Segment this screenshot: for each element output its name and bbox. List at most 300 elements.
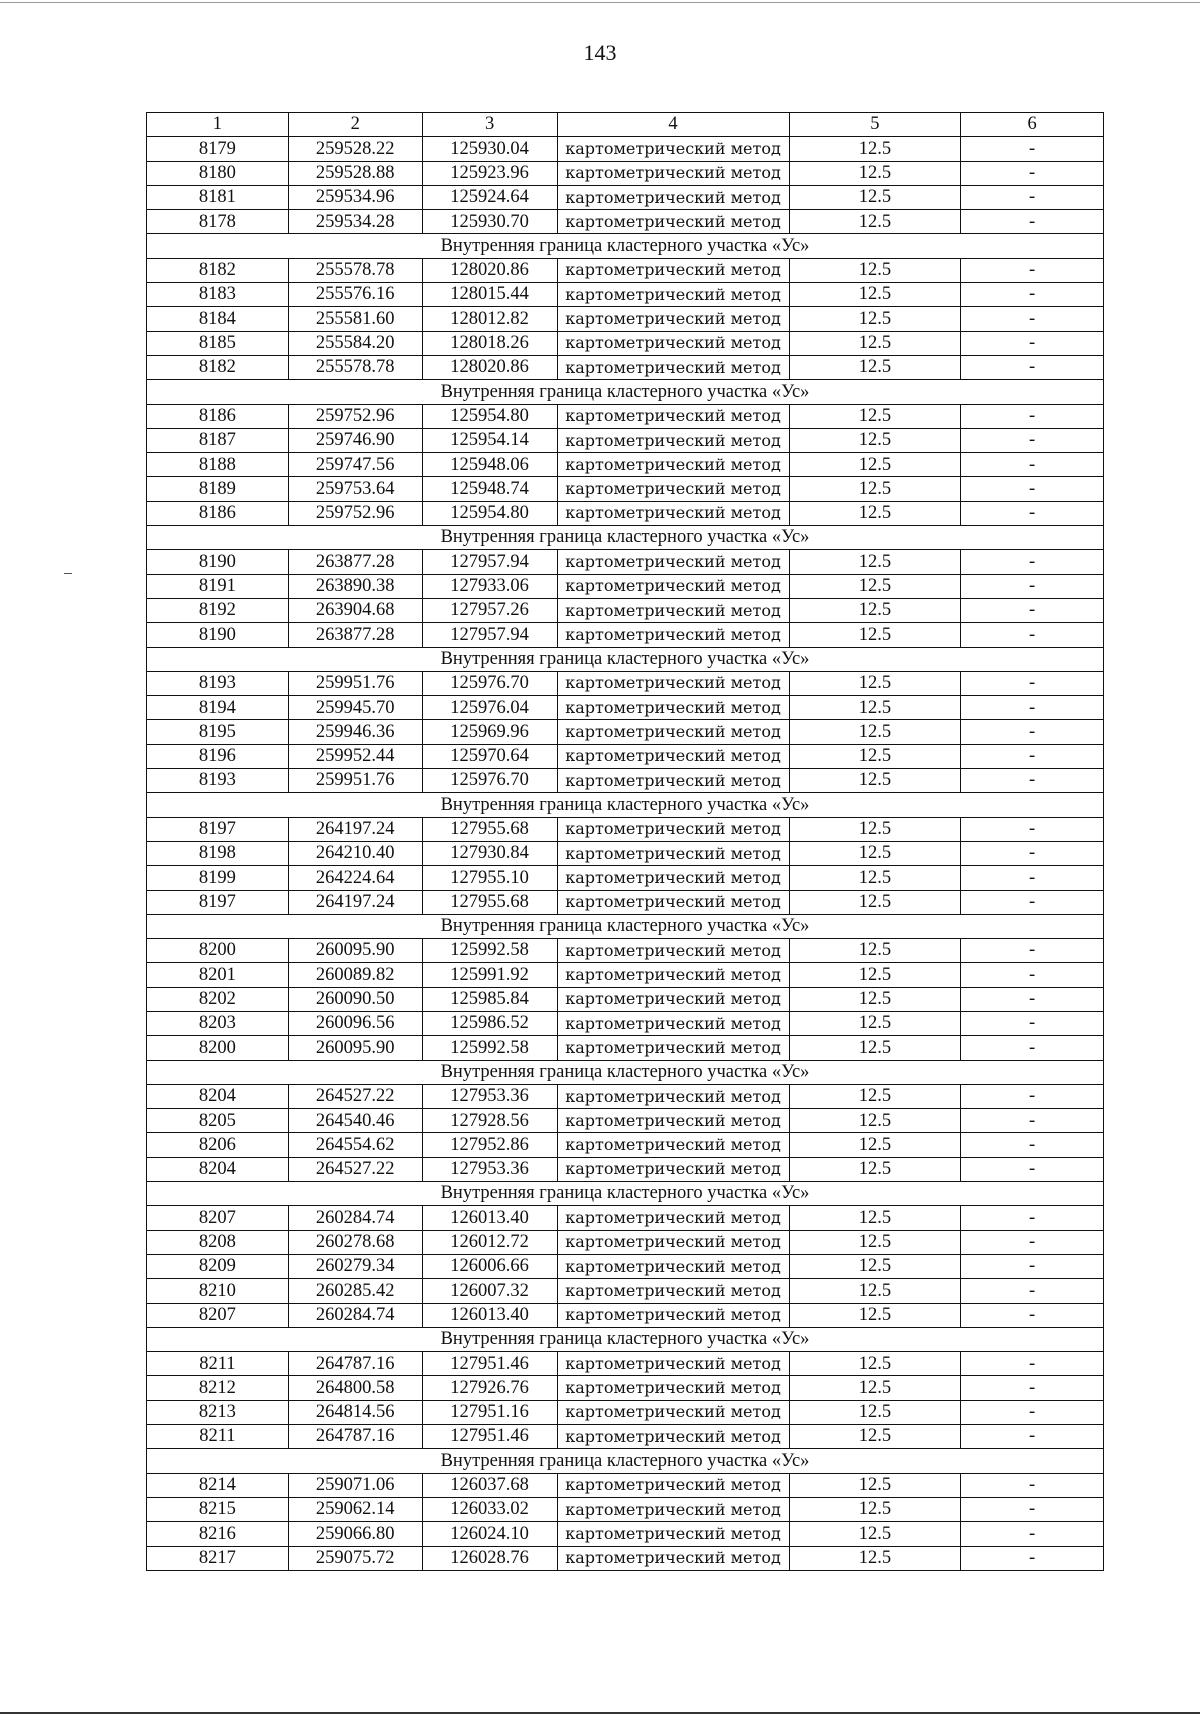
point-number-cell: 8205 bbox=[147, 1109, 289, 1133]
accuracy-cell: 12.5 bbox=[789, 1133, 961, 1157]
method-cell: картометрический метод bbox=[557, 1036, 789, 1060]
method-cell: картометрический метод bbox=[557, 1425, 789, 1449]
accuracy-cell: 12.5 bbox=[789, 1109, 961, 1133]
note-cell: - bbox=[961, 185, 1104, 209]
accuracy-cell: 12.5 bbox=[789, 987, 961, 1011]
y-coordinate-cell: 127957.94 bbox=[422, 623, 557, 647]
y-coordinate-cell: 128012.82 bbox=[422, 307, 557, 331]
table-row bbox=[147, 1109, 1104, 1133]
point-number-cell: 8190 bbox=[147, 623, 289, 647]
accuracy-cell: 12.5 bbox=[789, 355, 961, 379]
section-row bbox=[147, 1327, 1104, 1351]
note-cell: - bbox=[961, 987, 1104, 1011]
method-cell: картометрический метод bbox=[557, 404, 789, 428]
x-coordinate-cell: 264527.22 bbox=[288, 1084, 422, 1108]
note-cell: - bbox=[961, 769, 1104, 793]
note-cell: - bbox=[961, 817, 1104, 841]
table-row bbox=[147, 720, 1104, 744]
table-body bbox=[147, 137, 1104, 1571]
table-row bbox=[147, 623, 1104, 647]
y-coordinate-cell: 128020.86 bbox=[422, 258, 557, 282]
method-cell: картометрический метод bbox=[557, 598, 789, 622]
point-number-cell: 8193 bbox=[147, 671, 289, 695]
y-coordinate-cell: 125969.96 bbox=[422, 720, 557, 744]
note-cell: - bbox=[961, 1254, 1104, 1278]
method-cell: картометрический метод bbox=[557, 1546, 789, 1570]
y-coordinate-cell: 127933.06 bbox=[422, 574, 557, 598]
point-number-cell: 8184 bbox=[147, 307, 289, 331]
y-coordinate-cell: 125948.06 bbox=[422, 453, 557, 477]
accuracy-cell: 12.5 bbox=[789, 1546, 961, 1570]
accuracy-cell: 12.5 bbox=[789, 185, 961, 209]
header-cell-col3: 3 bbox=[422, 113, 557, 137]
accuracy-cell: 12.5 bbox=[789, 720, 961, 744]
accuracy-cell: 12.5 bbox=[789, 1352, 961, 1376]
section-label: Внутренняя граница кластерного участка «Ус» bbox=[147, 1060, 1104, 1084]
table-row bbox=[147, 1400, 1104, 1424]
x-coordinate-cell: 264814.56 bbox=[288, 1400, 422, 1424]
point-number-cell: 8208 bbox=[147, 1230, 289, 1254]
table-row bbox=[147, 1133, 1104, 1157]
accuracy-cell: 12.5 bbox=[789, 1303, 961, 1327]
table-row bbox=[147, 550, 1104, 574]
x-coordinate-cell: 260279.34 bbox=[288, 1254, 422, 1278]
note-cell: - bbox=[961, 550, 1104, 574]
accuracy-cell: 12.5 bbox=[789, 283, 961, 307]
accuracy-cell: 12.5 bbox=[789, 501, 961, 525]
note-cell: - bbox=[961, 428, 1104, 452]
method-cell: картометрический метод bbox=[557, 696, 789, 720]
y-coordinate-cell: 125992.58 bbox=[422, 1036, 557, 1060]
method-cell: картометрический метод bbox=[557, 1084, 789, 1108]
accuracy-cell: 12.5 bbox=[789, 1497, 961, 1521]
y-coordinate-cell: 126033.02 bbox=[422, 1497, 557, 1521]
section-label: Внутренняя граница кластерного участка «Ус» bbox=[147, 1449, 1104, 1473]
method-cell: картометрический метод bbox=[557, 355, 789, 379]
point-number-cell: 8186 bbox=[147, 404, 289, 428]
section-label: Внутренняя граница кластерного участка «Ус» bbox=[147, 234, 1104, 258]
y-coordinate-cell: 127930.84 bbox=[422, 841, 557, 865]
table-row bbox=[147, 1084, 1104, 1108]
table-row bbox=[147, 987, 1104, 1011]
y-coordinate-cell: 127957.26 bbox=[422, 598, 557, 622]
y-coordinate-cell: 127955.10 bbox=[422, 866, 557, 890]
note-cell: - bbox=[961, 1376, 1104, 1400]
x-coordinate-cell: 259066.80 bbox=[288, 1522, 422, 1546]
table-row bbox=[147, 331, 1104, 355]
y-coordinate-cell: 126037.68 bbox=[422, 1473, 557, 1497]
section-label: Внутренняя граница кластерного участка «Ус» bbox=[147, 647, 1104, 671]
x-coordinate-cell: 259075.72 bbox=[288, 1546, 422, 1570]
y-coordinate-cell: 126007.32 bbox=[422, 1279, 557, 1303]
point-number-cell: 8214 bbox=[147, 1473, 289, 1497]
table-row bbox=[147, 890, 1104, 914]
note-cell: - bbox=[961, 1279, 1104, 1303]
y-coordinate-cell: 125991.92 bbox=[422, 963, 557, 987]
method-cell: картометрический метод bbox=[557, 1522, 789, 1546]
method-cell: картометрический метод bbox=[557, 453, 789, 477]
note-cell: - bbox=[961, 1352, 1104, 1376]
method-cell: картометрический метод bbox=[557, 137, 789, 161]
point-number-cell: 8186 bbox=[147, 501, 289, 525]
y-coordinate-cell: 127957.94 bbox=[422, 550, 557, 574]
y-coordinate-cell: 128020.86 bbox=[422, 355, 557, 379]
table-row bbox=[147, 1279, 1104, 1303]
note-cell: - bbox=[961, 355, 1104, 379]
note-cell: - bbox=[961, 744, 1104, 768]
page-number: 143 bbox=[583, 40, 617, 65]
method-cell: картометрический метод bbox=[557, 258, 789, 282]
point-number-cell: 8204 bbox=[147, 1084, 289, 1108]
y-coordinate-cell: 125976.70 bbox=[422, 671, 557, 695]
x-coordinate-cell: 263877.28 bbox=[288, 623, 422, 647]
method-cell: картометрический метод bbox=[557, 1157, 789, 1181]
table-row bbox=[147, 1473, 1104, 1497]
method-cell: картометрический метод bbox=[557, 161, 789, 185]
accuracy-cell: 12.5 bbox=[789, 769, 961, 793]
x-coordinate-cell: 259752.96 bbox=[288, 501, 422, 525]
y-coordinate-cell: 125948.74 bbox=[422, 477, 557, 501]
note-cell: - bbox=[961, 258, 1104, 282]
header-cell-col4: 4 bbox=[557, 113, 789, 137]
y-coordinate-cell: 127928.56 bbox=[422, 1109, 557, 1133]
point-number-cell: 8217 bbox=[147, 1546, 289, 1570]
accuracy-cell: 12.5 bbox=[789, 1279, 961, 1303]
section-label: Внутренняя граница кластерного участка «Ус» bbox=[147, 1327, 1104, 1351]
x-coordinate-cell: 260090.50 bbox=[288, 987, 422, 1011]
table-row bbox=[147, 744, 1104, 768]
section-row bbox=[147, 1060, 1104, 1084]
accuracy-cell: 12.5 bbox=[789, 890, 961, 914]
note-cell: - bbox=[961, 1133, 1104, 1157]
method-cell: картометрический метод bbox=[557, 283, 789, 307]
accuracy-cell: 12.5 bbox=[789, 210, 961, 234]
point-number-cell: 8207 bbox=[147, 1303, 289, 1327]
x-coordinate-cell: 259528.22 bbox=[288, 137, 422, 161]
point-number-cell: 8207 bbox=[147, 1206, 289, 1230]
y-coordinate-cell: 127953.36 bbox=[422, 1157, 557, 1181]
x-coordinate-cell: 259951.76 bbox=[288, 769, 422, 793]
section-row bbox=[147, 647, 1104, 671]
accuracy-cell: 12.5 bbox=[789, 550, 961, 574]
method-cell: картометрический метод bbox=[557, 890, 789, 914]
x-coordinate-cell: 264224.64 bbox=[288, 866, 422, 890]
y-coordinate-cell: 126013.40 bbox=[422, 1303, 557, 1327]
y-coordinate-cell: 127955.68 bbox=[422, 817, 557, 841]
method-cell: картометрический метод bbox=[557, 501, 789, 525]
method-cell: картометрический метод bbox=[557, 185, 789, 209]
table-row bbox=[147, 307, 1104, 331]
method-cell: картометрический метод bbox=[557, 623, 789, 647]
x-coordinate-cell: 260284.74 bbox=[288, 1206, 422, 1230]
note-cell: - bbox=[961, 1109, 1104, 1133]
point-number-cell: 8187 bbox=[147, 428, 289, 452]
table-row bbox=[147, 501, 1104, 525]
accuracy-cell: 12.5 bbox=[789, 963, 961, 987]
y-coordinate-cell: 125986.52 bbox=[422, 1011, 557, 1035]
header-cell-col1: 1 bbox=[147, 113, 289, 137]
y-coordinate-cell: 127951.46 bbox=[422, 1425, 557, 1449]
point-number-cell: 8201 bbox=[147, 963, 289, 987]
method-cell: картометрический метод bbox=[557, 1376, 789, 1400]
note-cell: - bbox=[961, 404, 1104, 428]
y-coordinate-cell: 125923.96 bbox=[422, 161, 557, 185]
point-number-cell: 8190 bbox=[147, 550, 289, 574]
x-coordinate-cell: 259534.28 bbox=[288, 210, 422, 234]
note-cell: - bbox=[961, 696, 1104, 720]
y-coordinate-cell: 127955.68 bbox=[422, 890, 557, 914]
note-cell: - bbox=[961, 307, 1104, 331]
note-cell: - bbox=[961, 1497, 1104, 1521]
point-number-cell: 8211 bbox=[147, 1425, 289, 1449]
table-row bbox=[147, 1376, 1104, 1400]
table-row bbox=[147, 1303, 1104, 1327]
table-row bbox=[147, 1254, 1104, 1278]
x-coordinate-cell: 264210.40 bbox=[288, 841, 422, 865]
scan-bottom-edge bbox=[0, 1712, 1200, 1714]
table-row bbox=[147, 210, 1104, 234]
note-cell: - bbox=[961, 1522, 1104, 1546]
accuracy-cell: 12.5 bbox=[789, 428, 961, 452]
x-coordinate-cell: 264540.46 bbox=[288, 1109, 422, 1133]
table-row bbox=[147, 161, 1104, 185]
note-cell: - bbox=[961, 1157, 1104, 1181]
point-number-cell: 8183 bbox=[147, 283, 289, 307]
accuracy-cell: 12.5 bbox=[789, 404, 961, 428]
x-coordinate-cell: 259534.96 bbox=[288, 185, 422, 209]
table-row bbox=[147, 574, 1104, 598]
y-coordinate-cell: 125930.04 bbox=[422, 137, 557, 161]
point-number-cell: 8199 bbox=[147, 866, 289, 890]
point-number-cell: 8211 bbox=[147, 1352, 289, 1376]
note-cell: - bbox=[961, 720, 1104, 744]
y-coordinate-cell: 125954.80 bbox=[422, 404, 557, 428]
accuracy-cell: 12.5 bbox=[789, 1425, 961, 1449]
x-coordinate-cell: 264787.16 bbox=[288, 1352, 422, 1376]
section-label: Внутренняя граница кластерного участка «Ус» bbox=[147, 526, 1104, 550]
note-cell: - bbox=[961, 598, 1104, 622]
accuracy-cell: 12.5 bbox=[789, 1376, 961, 1400]
accuracy-cell: 12.5 bbox=[789, 817, 961, 841]
point-number-cell: 8212 bbox=[147, 1376, 289, 1400]
accuracy-cell: 12.5 bbox=[789, 1522, 961, 1546]
y-coordinate-cell: 126024.10 bbox=[422, 1522, 557, 1546]
note-cell: - bbox=[961, 841, 1104, 865]
method-cell: картометрический метод bbox=[557, 1279, 789, 1303]
method-cell: картометрический метод bbox=[557, 1230, 789, 1254]
method-cell: картометрический метод bbox=[557, 331, 789, 355]
table-row bbox=[147, 841, 1104, 865]
table-row bbox=[147, 137, 1104, 161]
x-coordinate-cell: 259062.14 bbox=[288, 1497, 422, 1521]
note-cell: - bbox=[961, 1473, 1104, 1497]
table-row bbox=[147, 1157, 1104, 1181]
point-number-cell: 8204 bbox=[147, 1157, 289, 1181]
accuracy-cell: 12.5 bbox=[789, 1036, 961, 1060]
x-coordinate-cell: 263904.68 bbox=[288, 598, 422, 622]
accuracy-cell: 12.5 bbox=[789, 1400, 961, 1424]
x-coordinate-cell: 264800.58 bbox=[288, 1376, 422, 1400]
method-cell: картометрический метод bbox=[557, 1473, 789, 1497]
method-cell: картометрический метод bbox=[557, 1206, 789, 1230]
method-cell: картометрический метод bbox=[557, 963, 789, 987]
x-coordinate-cell: 264787.16 bbox=[288, 1425, 422, 1449]
point-number-cell: 8192 bbox=[147, 598, 289, 622]
accuracy-cell: 12.5 bbox=[789, 744, 961, 768]
point-number-cell: 8180 bbox=[147, 161, 289, 185]
point-number-cell: 8193 bbox=[147, 769, 289, 793]
table-row bbox=[147, 428, 1104, 452]
point-number-cell: 8210 bbox=[147, 1279, 289, 1303]
note-cell: - bbox=[961, 1303, 1104, 1327]
section-label: Внутренняя граница кластерного участка «Ус» bbox=[147, 1182, 1104, 1206]
y-coordinate-cell: 125992.58 bbox=[422, 939, 557, 963]
note-cell: - bbox=[961, 866, 1104, 890]
note-cell: - bbox=[961, 283, 1104, 307]
note-cell: - bbox=[961, 1036, 1104, 1060]
x-coordinate-cell: 255576.16 bbox=[288, 283, 422, 307]
section-row bbox=[147, 793, 1104, 817]
accuracy-cell: 12.5 bbox=[789, 1230, 961, 1254]
y-coordinate-cell: 126012.72 bbox=[422, 1230, 557, 1254]
table-row bbox=[147, 1546, 1104, 1570]
note-cell: - bbox=[961, 161, 1104, 185]
point-number-cell: 8202 bbox=[147, 987, 289, 1011]
table-row bbox=[147, 1011, 1104, 1035]
x-coordinate-cell: 259747.56 bbox=[288, 453, 422, 477]
section-row bbox=[147, 380, 1104, 404]
note-cell: - bbox=[961, 453, 1104, 477]
header-cell-col5: 5 bbox=[789, 113, 961, 137]
point-number-cell: 8197 bbox=[147, 890, 289, 914]
accuracy-cell: 12.5 bbox=[789, 477, 961, 501]
table-row bbox=[147, 866, 1104, 890]
x-coordinate-cell: 260284.74 bbox=[288, 1303, 422, 1327]
method-cell: картометрический метод bbox=[557, 720, 789, 744]
y-coordinate-cell: 127953.36 bbox=[422, 1084, 557, 1108]
section-row bbox=[147, 234, 1104, 258]
x-coordinate-cell: 259951.76 bbox=[288, 671, 422, 695]
x-coordinate-cell: 255578.78 bbox=[288, 258, 422, 282]
y-coordinate-cell: 125924.64 bbox=[422, 185, 557, 209]
method-cell: картометрический метод bbox=[557, 550, 789, 574]
accuracy-cell: 12.5 bbox=[789, 598, 961, 622]
accuracy-cell: 12.5 bbox=[789, 331, 961, 355]
table-row bbox=[147, 939, 1104, 963]
note-cell: - bbox=[961, 501, 1104, 525]
table-row bbox=[147, 598, 1104, 622]
accuracy-cell: 12.5 bbox=[789, 137, 961, 161]
method-cell: картометрический метод bbox=[557, 866, 789, 890]
x-coordinate-cell: 259752.96 bbox=[288, 404, 422, 428]
x-coordinate-cell: 260285.42 bbox=[288, 1279, 422, 1303]
accuracy-cell: 12.5 bbox=[789, 1011, 961, 1035]
method-cell: картометрический метод bbox=[557, 1352, 789, 1376]
method-cell: картометрический метод bbox=[557, 1254, 789, 1278]
accuracy-cell: 12.5 bbox=[789, 671, 961, 695]
x-coordinate-cell: 264527.22 bbox=[288, 1157, 422, 1181]
accuracy-cell: 12.5 bbox=[789, 939, 961, 963]
method-cell: картометрический метод bbox=[557, 210, 789, 234]
note-cell: - bbox=[961, 1206, 1104, 1230]
table-row bbox=[147, 671, 1104, 695]
y-coordinate-cell: 126028.76 bbox=[422, 1546, 557, 1570]
y-coordinate-cell: 125985.84 bbox=[422, 987, 557, 1011]
x-coordinate-cell: 264197.24 bbox=[288, 890, 422, 914]
method-cell: картометрический метод bbox=[557, 1133, 789, 1157]
accuracy-cell: 12.5 bbox=[789, 1254, 961, 1278]
point-number-cell: 8195 bbox=[147, 720, 289, 744]
header-cell-col2: 2 bbox=[288, 113, 422, 137]
method-cell: картометрический метод bbox=[557, 1497, 789, 1521]
method-cell: картометрический метод bbox=[557, 671, 789, 695]
note-cell: - bbox=[961, 623, 1104, 647]
table-row bbox=[147, 1497, 1104, 1521]
point-number-cell: 8198 bbox=[147, 841, 289, 865]
method-cell: картометрический метод bbox=[557, 769, 789, 793]
point-number-cell: 8215 bbox=[147, 1497, 289, 1521]
method-cell: картометрический метод bbox=[557, 307, 789, 331]
y-coordinate-cell: 125954.80 bbox=[422, 501, 557, 525]
note-cell: - bbox=[961, 137, 1104, 161]
note-cell: - bbox=[961, 477, 1104, 501]
accuracy-cell: 12.5 bbox=[789, 841, 961, 865]
method-cell: картометрический метод bbox=[557, 1109, 789, 1133]
y-coordinate-cell: 127951.46 bbox=[422, 1352, 557, 1376]
x-coordinate-cell: 264554.62 bbox=[288, 1133, 422, 1157]
section-label: Внутренняя граница кластерного участка «Ус» bbox=[147, 914, 1104, 938]
y-coordinate-cell: 127951.16 bbox=[422, 1400, 557, 1424]
y-coordinate-cell: 125976.70 bbox=[422, 769, 557, 793]
point-number-cell: 8182 bbox=[147, 355, 289, 379]
x-coordinate-cell: 263890.38 bbox=[288, 574, 422, 598]
accuracy-cell: 12.5 bbox=[789, 453, 961, 477]
x-coordinate-cell: 259753.64 bbox=[288, 477, 422, 501]
table-row bbox=[147, 1206, 1104, 1230]
y-coordinate-cell: 125930.70 bbox=[422, 210, 557, 234]
x-coordinate-cell: 260095.90 bbox=[288, 939, 422, 963]
scan-top-edge bbox=[0, 2, 1200, 3]
x-coordinate-cell: 259946.36 bbox=[288, 720, 422, 744]
point-number-cell: 8213 bbox=[147, 1400, 289, 1424]
y-coordinate-cell: 125954.14 bbox=[422, 428, 557, 452]
x-coordinate-cell: 259945.70 bbox=[288, 696, 422, 720]
method-cell: картометрический метод bbox=[557, 939, 789, 963]
point-number-cell: 8179 bbox=[147, 137, 289, 161]
note-cell: - bbox=[961, 1011, 1104, 1035]
point-number-cell: 8194 bbox=[147, 696, 289, 720]
table-row bbox=[147, 283, 1104, 307]
table-row bbox=[147, 1036, 1104, 1060]
section-row bbox=[147, 1449, 1104, 1473]
method-cell: картометрический метод bbox=[557, 477, 789, 501]
point-number-cell: 8196 bbox=[147, 744, 289, 768]
point-number-cell: 8200 bbox=[147, 1036, 289, 1060]
accuracy-cell: 12.5 bbox=[789, 866, 961, 890]
note-cell: - bbox=[961, 1425, 1104, 1449]
x-coordinate-cell: 259071.06 bbox=[288, 1473, 422, 1497]
accuracy-cell: 12.5 bbox=[789, 161, 961, 185]
y-coordinate-cell: 126006.66 bbox=[422, 1254, 557, 1278]
coordinates-table bbox=[146, 112, 1104, 1571]
table-row bbox=[147, 355, 1104, 379]
table-row bbox=[147, 1522, 1104, 1546]
point-number-cell: 8188 bbox=[147, 453, 289, 477]
y-coordinate-cell: 125970.64 bbox=[422, 744, 557, 768]
table-header-row bbox=[147, 113, 1104, 137]
note-cell: - bbox=[961, 1400, 1104, 1424]
method-cell: картометрический метод bbox=[557, 1011, 789, 1035]
